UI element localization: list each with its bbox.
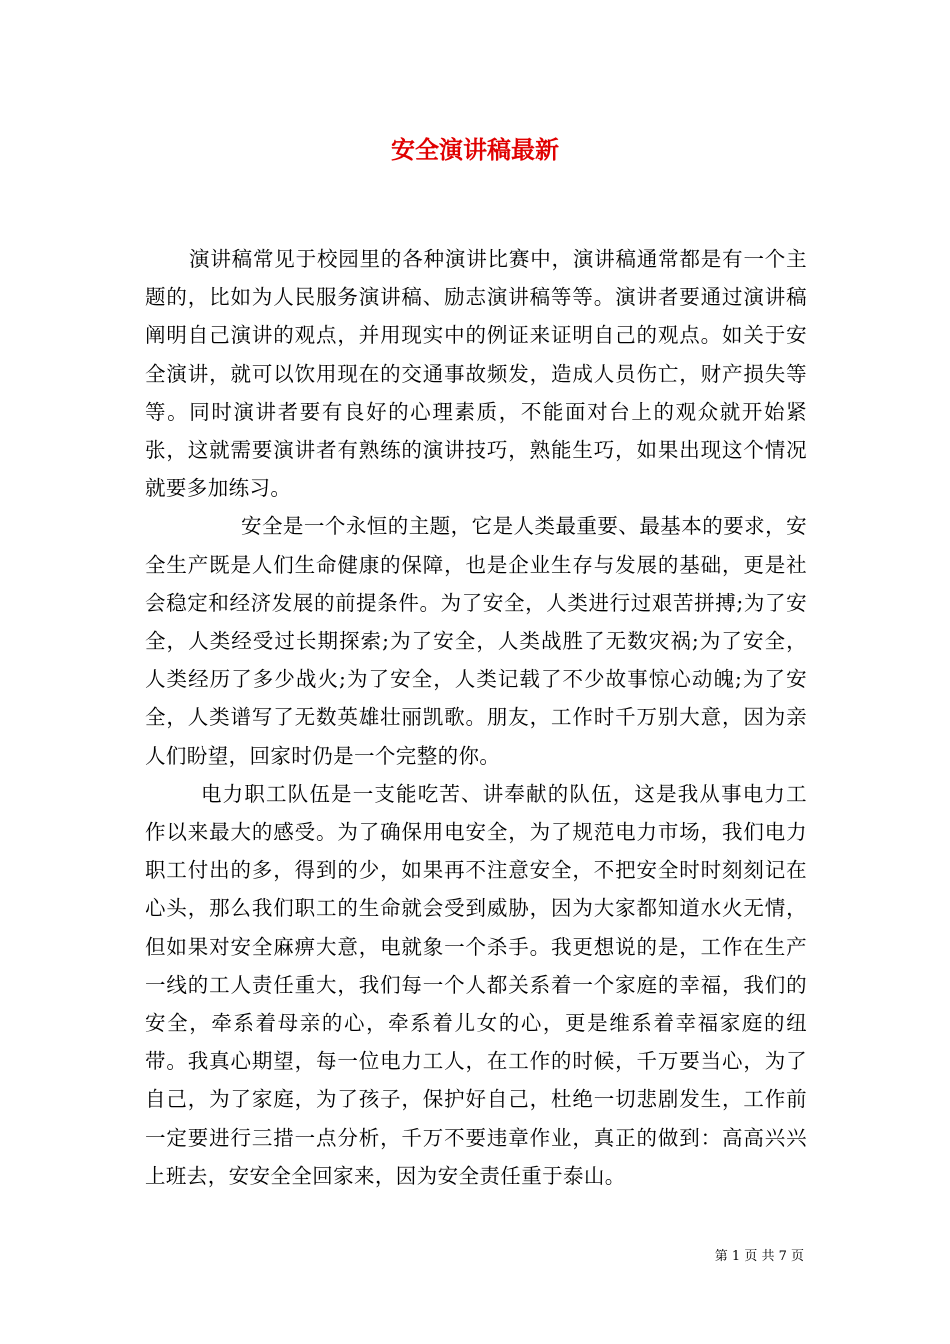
- paragraph-3: 电力职工队伍是一支能吃苦、讲奉献的队伍，这是我从事电力工作以来最大的感受。为了确保用电安全，为了规范电力市场，我们电力职工付出的多，得到的少，如果再不注意安全，不把安全时时刻刻记在心头，那么我们职工的生命就会受到威胁，因为大家都知道水火无情，但如果对安全麻痹大意，电就象一个杀手。我更想说的是，工作在生产一线的工人责任重大，我们每一个人都关系着一个家庭的幸福，我们的安全，牵系着母亲的心，牵系着儿女的心，更是维系着幸福家庭的纽带。我真心期望，每一位电力工人，在工作的时候，千万要当心，为了自己，为了家庭，为了孩子，保护好自己，杜绝一切悲剧发生，工作前一定要进行三措一点分析，千万不要违章作业，真正的做到：高高兴兴上班去，安安全全回家来，因为安全责任重于泰山。: [145, 781, 807, 1188]
- document-body: [145, 240, 807, 1195]
- paragraph-2: 安全是一个永恒的主题，它是人类最重要、最基本的要求，安全生产既是人们生命健康的保障，也是企业生存与发展的基础，更是社会稳定和经济发展的前提条件。为了安全，人类进行过艰苦拼搏;为了安全，人类经受过长期探索;为了安全，人类战胜了无数灾祸;为了安全，人类经历了多少战火;为了安全，人类记载了不少故事惊心动魄;为了安全，人类谱写了无数英雄壮丽凯歌。朋友，工作时千万别大意，因为亲人们盼望，回家时仍是一个完整的你。: [145, 514, 807, 768]
- page-number-footer: 第 1 页 共 7 页: [714, 1249, 804, 1264]
- document-title: 安全演讲稿最新: [391, 135, 559, 164]
- paragraph-1: 演讲稿常见于校园里的各种演讲比赛中，演讲稿通常都是有一个主题的，比如为人民服务演讲稿、励志演讲稿等等。演讲者要通过演讲稿阐明自己演讲的观点，并用现实中的例证来证明自己的观点。如关于安全演讲，就可以饮用现在的交通事故频发，造成人员伤亡，财产损失等等。同时演讲者要有良好的心理素质，不能面对台上的观众就开始紧张，这就需要演讲者有熟练的演讲技巧，熟能生巧，如果出现这个情况就要多加练习。: [145, 247, 807, 501]
